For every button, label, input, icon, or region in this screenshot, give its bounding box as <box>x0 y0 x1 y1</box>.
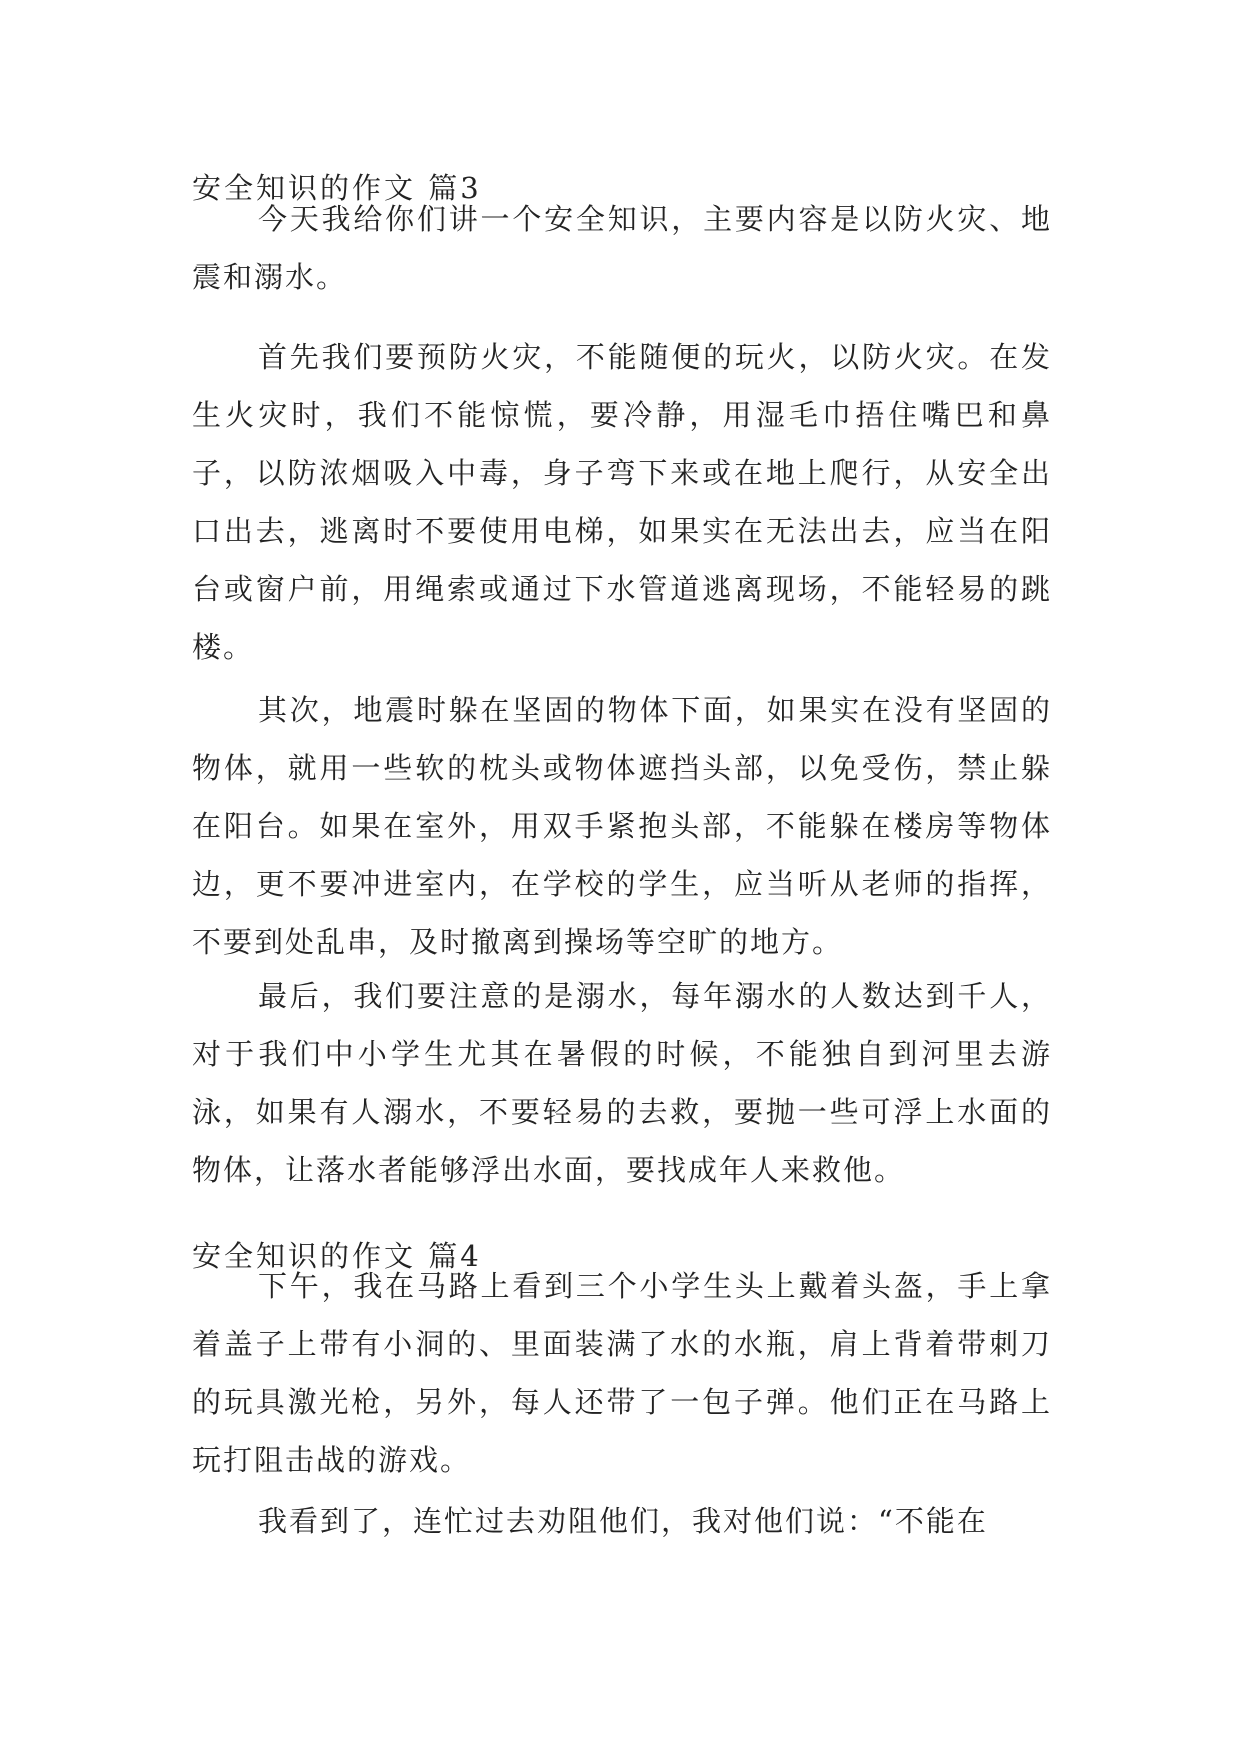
section-heading: 安全知识的作文 篇4 <box>192 1239 482 1273</box>
paragraph: 下午，我在马路上看到三个小学生头上戴着头盔，手上拿着盖子上带有小洞的、里面装满了水的水瓶，肩上背着带刺刀的玩具激光枪，另外，每人还带了一包子弹。他们正在马路上玩打阻击战的游戏。 <box>192 1269 1052 1477</box>
paragraph: 我看到了，连忙过去劝阻他们，我对他们说：“不能在 <box>258 1504 988 1538</box>
paragraph: 今天我给你们讲一个安全知识，主要内容是以防火灾、地震和溺水。 <box>192 202 1052 294</box>
section-heading: 安全知识的作文 篇3 <box>192 171 482 205</box>
paragraph: 其次，地震时躲在坚固的物体下面，如果实在没有坚固的物体，就用一些软的枕头或物体遮挡头部，以免受伤，禁止躲在阳台。如果在室外，用双手紧抱头部，不能躲在楼房等物体边，更不要冲进室内，在学校的学生，应当听从老师的指挥，不要到处乱串，及时撤离到操场等空旷的地方。 <box>192 693 1052 959</box>
paragraph: 最后，我们要注意的是溺水，每年溺水的人数达到千人，对于我们中小学生尤其在暑假的时候，不能独自到河里去游泳，如果有人溺水，不要轻易的去救，要抛一些可浮上水面的物体，让落水者能够浮出水面，要找成年人来救他。 <box>192 979 1052 1187</box>
paragraph: 首先我们要预防火灾，不能随便的玩火，以防火灾。在发生火灾时，我们不能惊慌，要冷静，用湿毛巾捂住嘴巴和鼻子，以防浓烟吸入中毒，身子弯下来或在地上爬行，从安全出口出去，逃离时不要使用电梯，如果实在无法出去，应当在阳台或窗户前，用绳索或通过下水管道逃离现场，不能轻易的跳楼。 <box>192 340 1052 664</box>
